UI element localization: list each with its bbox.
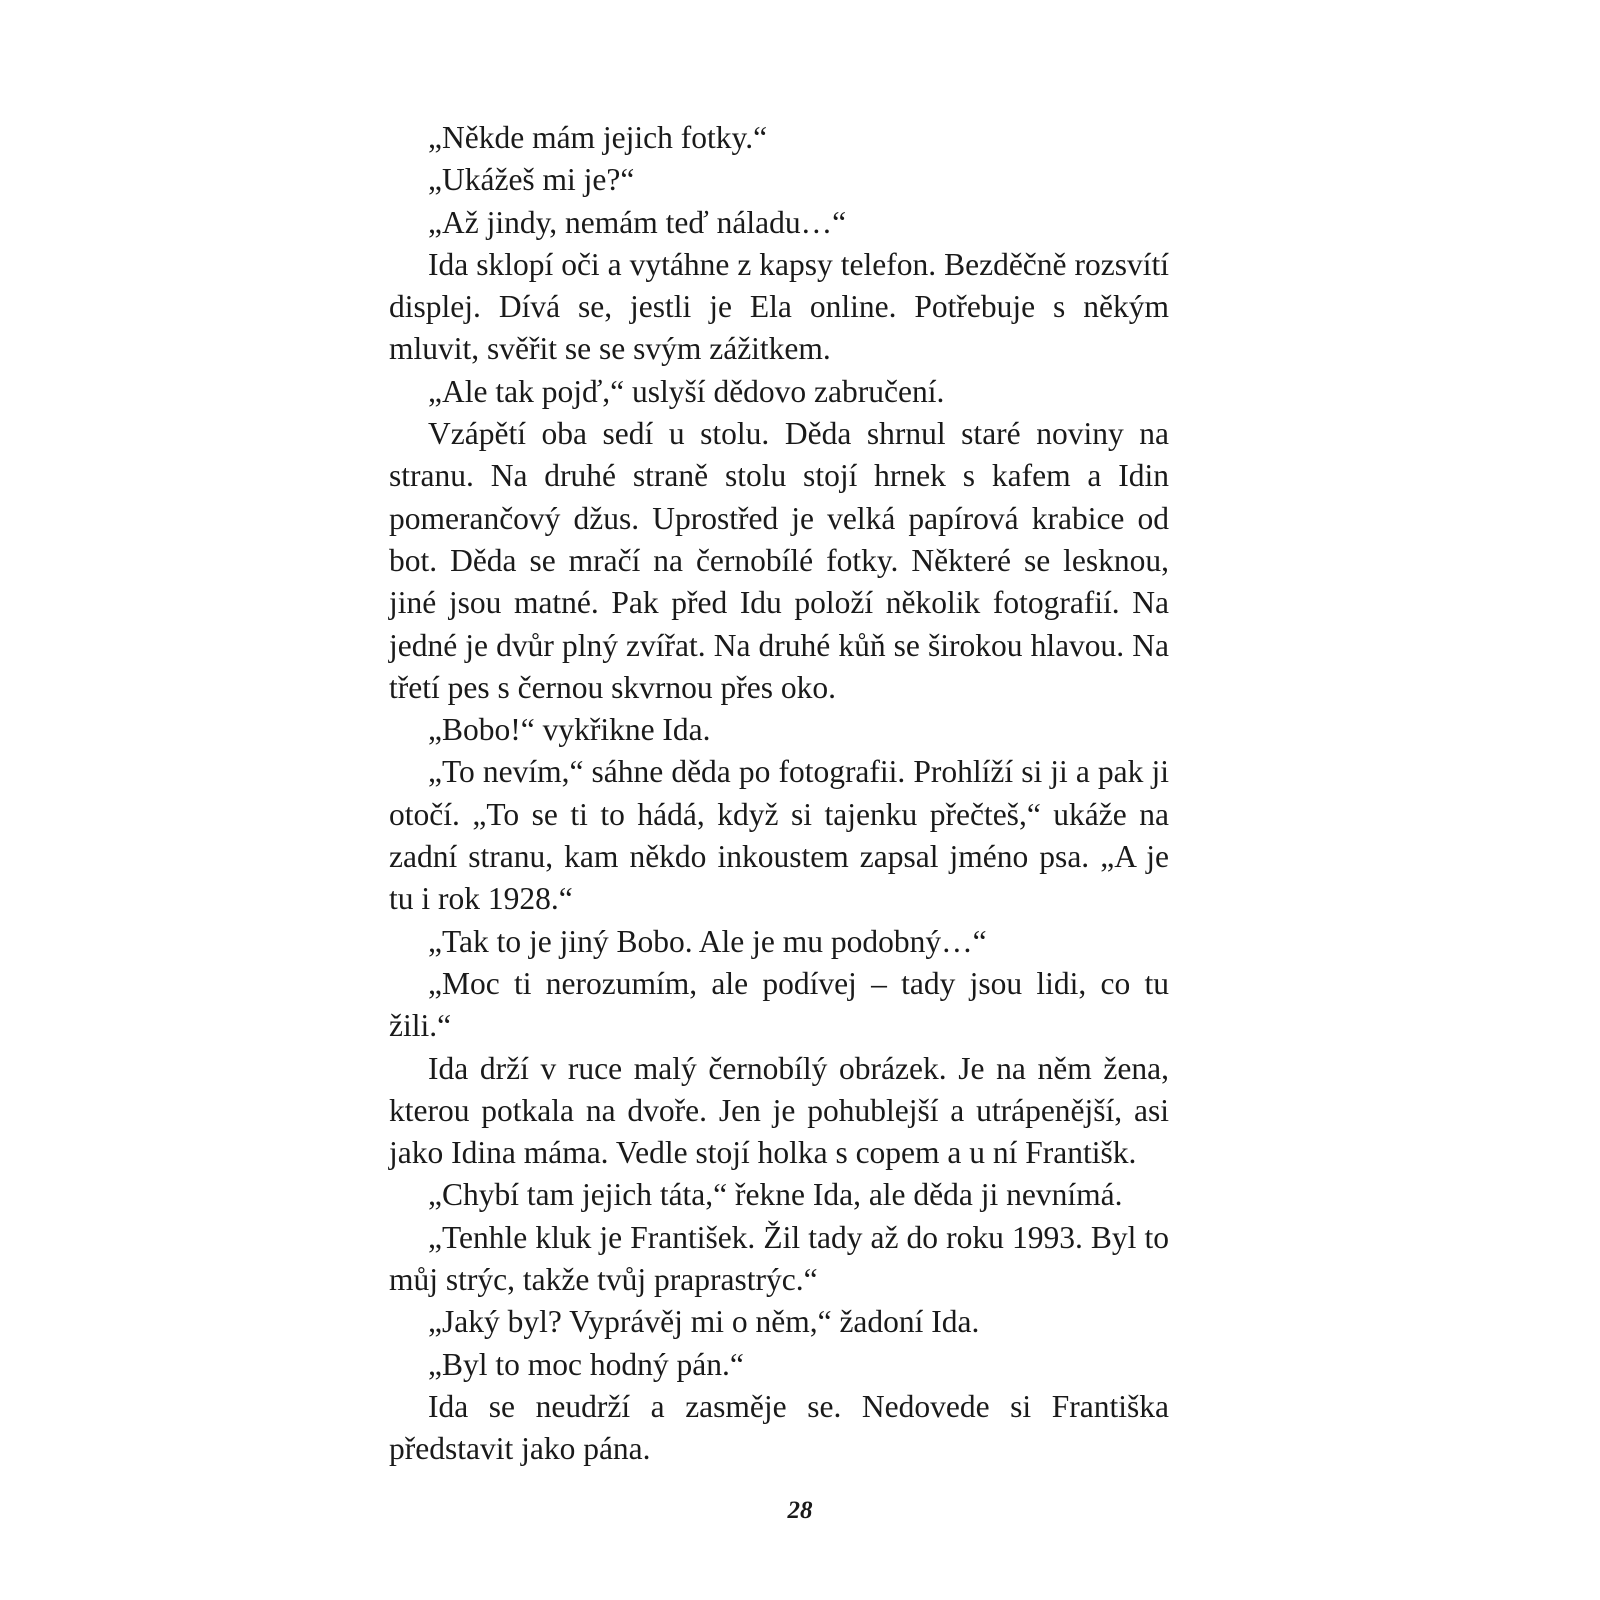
paragraph: „Tak to je jiný Bobo. Ale je mu podobný…“ [428, 923, 987, 959]
body-text [389, 117, 1169, 1471]
paragraph: „Jaký byl? Vyprávěj mi o něm,“ žadoní Ida. [428, 1304, 980, 1340]
paragraph: „Byl to moc hodný pán.“ [428, 1346, 744, 1382]
paragraph: „Ale tak pojď,“ uslyší dědovo zabručení. [428, 373, 945, 409]
paragraph: Ida se neudrží a zasměje se. Nedovede si Františka představit jako pána. [389, 1388, 1169, 1467]
paragraph: „Moc ti nerozumím, ale podívej – tady jsou lidi, co tu žili.“ [389, 965, 1169, 1044]
page-number: 28 [787, 1497, 813, 1524]
paragraph: „Chybí tam jejich táta,“ řekne Ida, ale děda ji nevnímá. [428, 1177, 1123, 1213]
paragraph: „Ukážeš mi je?“ [428, 162, 635, 198]
paragraph: Ida drží v ruce malý černobílý obrázek. Je na něm žena, kterou potkala na dvoře. Jen je pohublejší a utrápenější, asi jako Idina máma. Vedle stojí holka s copem a u ní Františk. [389, 1050, 1169, 1171]
paragraph: „To nevím,“ sáhne děda po fotografii. Prohlíží si ji a pak ji otočí. „To se ti to hádá, když si tajenku přečteš,“ ukáže na zadní stranu, kam někdo inkoustem zapsal jméno psa. „A je tu i rok 1928.“ [389, 754, 1169, 917]
paragraph: „Někde mám jejich fotky.“ [428, 120, 768, 155]
paragraph: „Tenhle kluk je František. Žil tady až do roku 1993. Byl to můj strýc, takže tvůj praprastrýc.“ [389, 1219, 1169, 1298]
paragraph: „Bobo!“ vykřikne Ida. [428, 712, 711, 748]
paragraph: Vzápětí oba sedí u stolu. Děda shrnul staré noviny na stranu. Na druhé straně stolu stojí hrnek s kafem a Idin pomerančový džus. Uprostřed je velká papírová krabice od bot. Děda se mračí na černobílé fotky. Některé se lesknou, jiné jsou matné. Pak před Idu položí několik fotografií. Na jedné je dvůr plný zvířat. Na druhé kůň se širokou hlavou. Na třetí pes s černou skvrnou přes oko. [389, 416, 1169, 705]
paragraph: Ida sklopí oči a vytáhne z kapsy telefon. Bezděčně rozsvítí displej. Dívá se, jestli je Ela online. Potřebuje s někým mluvit, svěřit se se svým zážitkem. [389, 246, 1169, 367]
paragraph: „Až jindy, nemám teď náladu…“ [428, 204, 847, 240]
